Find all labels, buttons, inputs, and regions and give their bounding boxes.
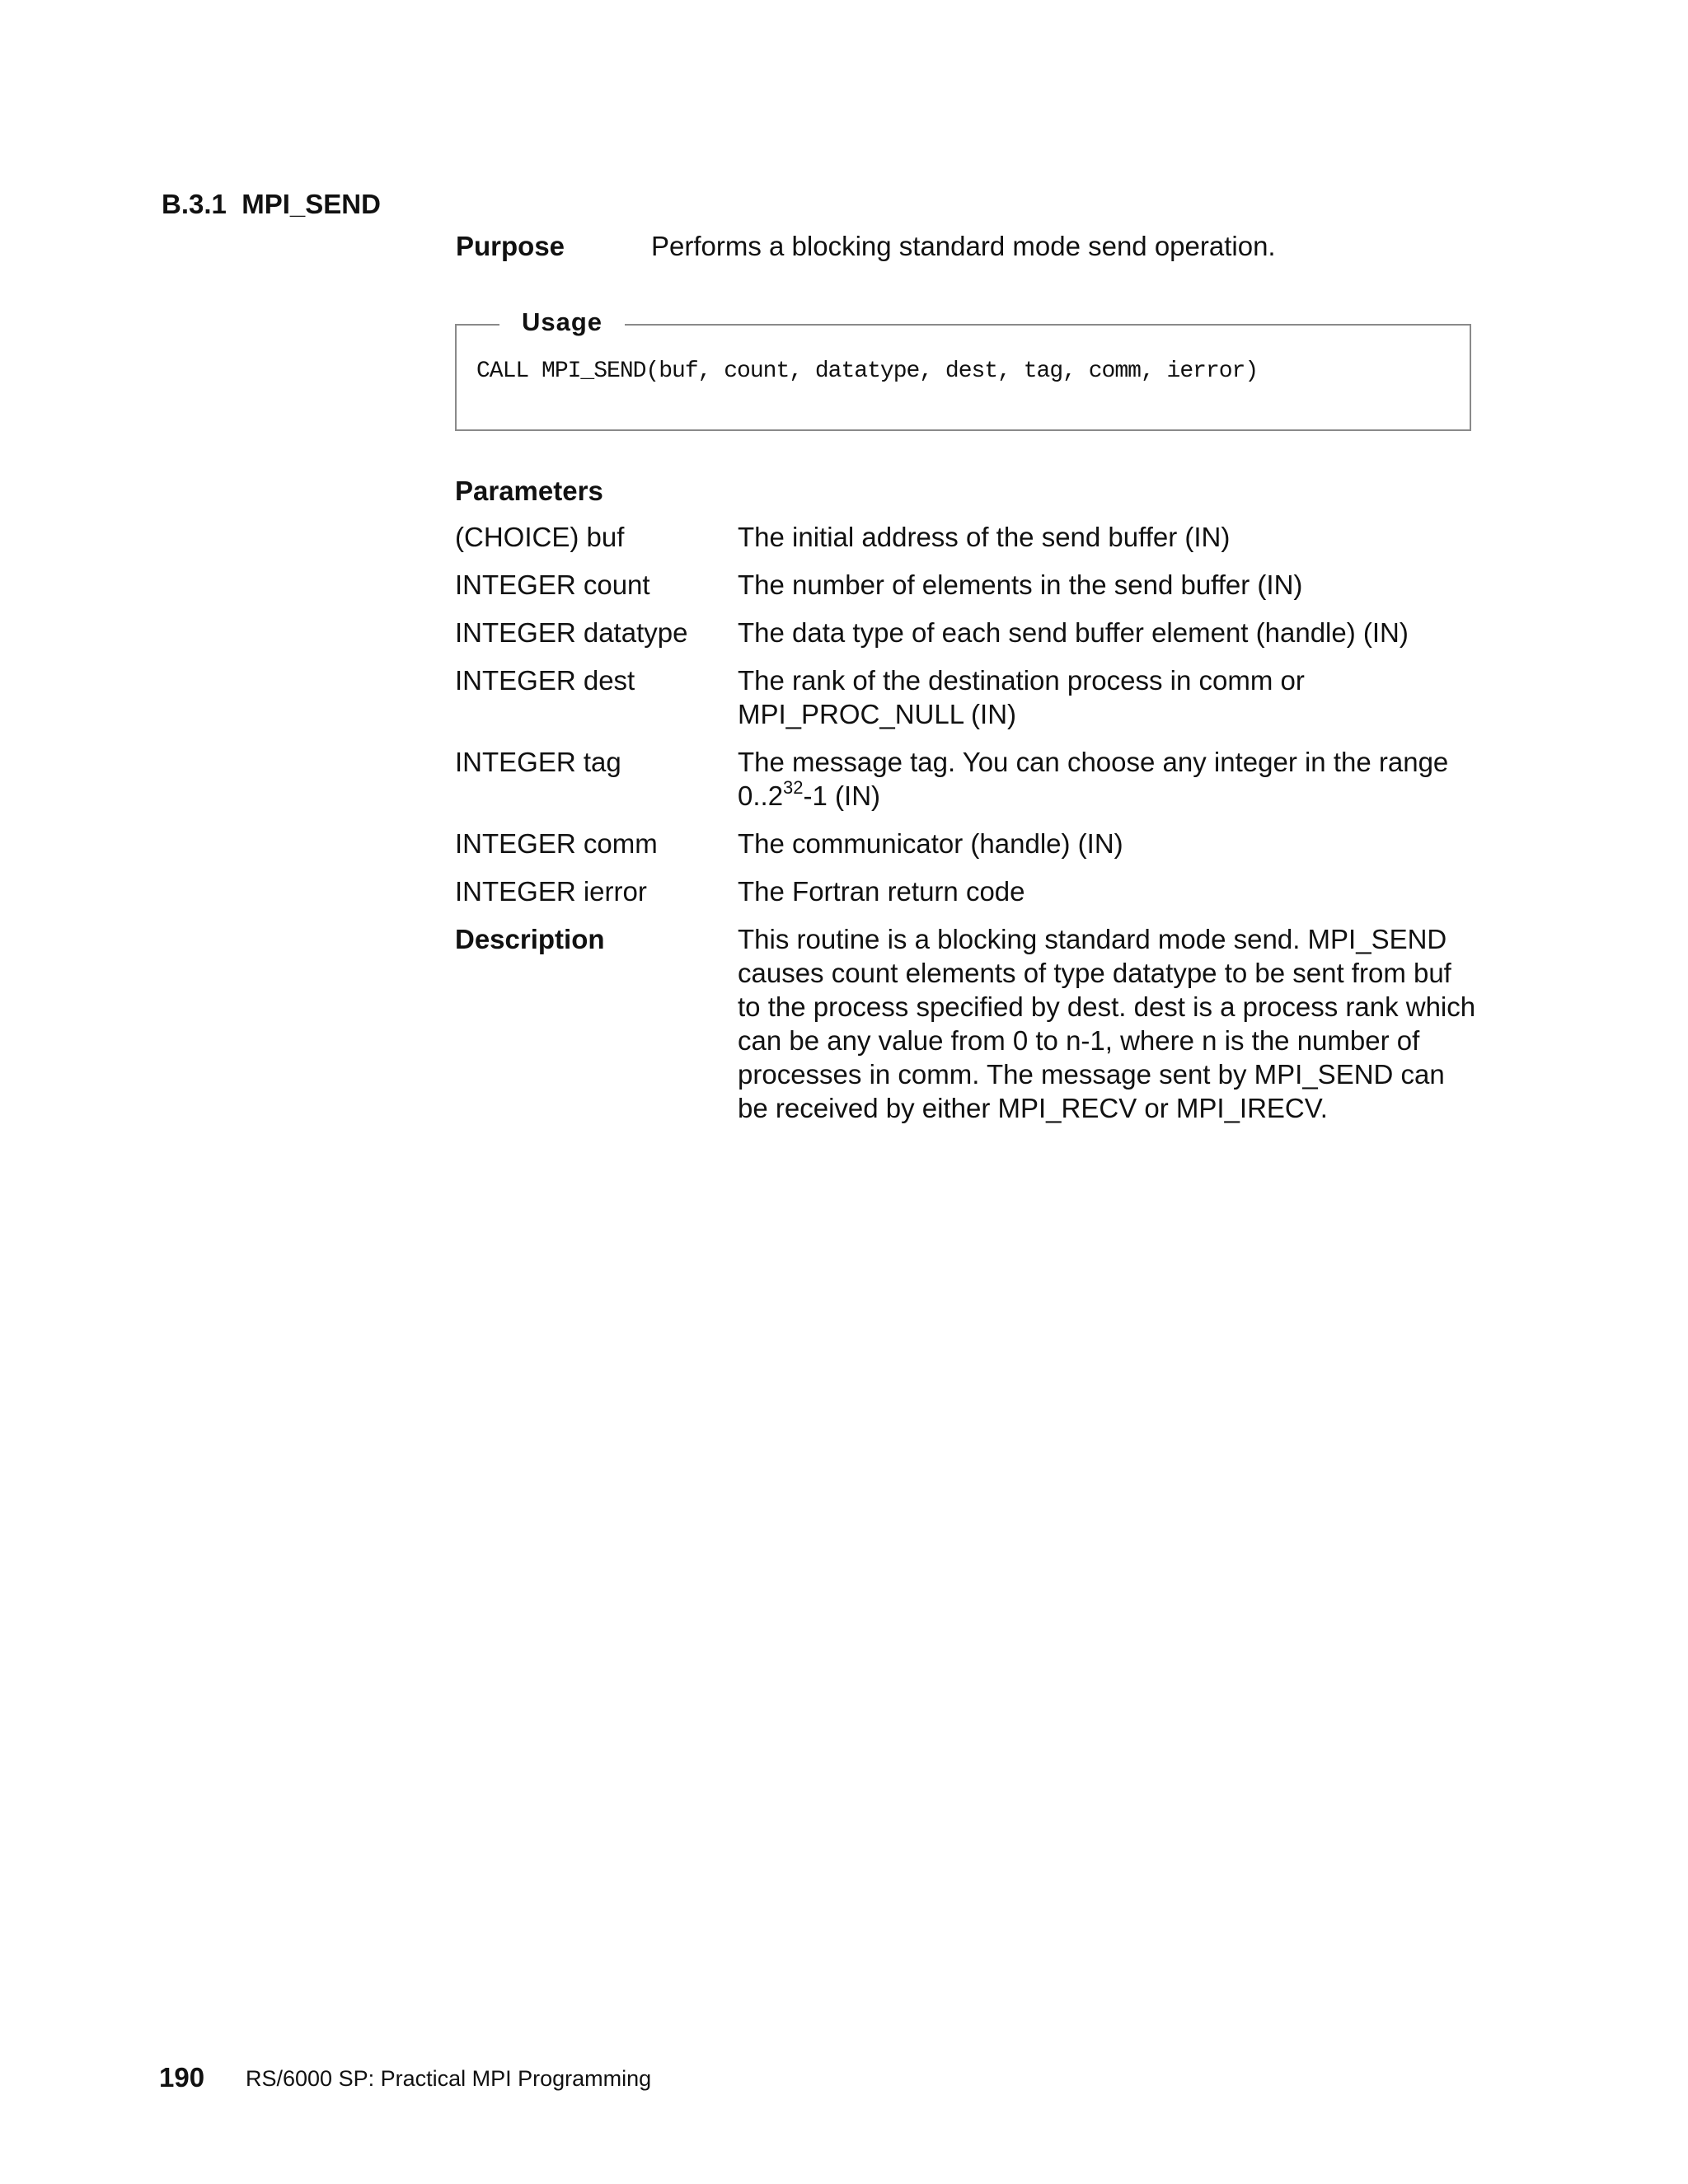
purpose-label: Purpose [456,231,565,261]
parameter-name: (CHOICE) buf [455,522,625,552]
parameter-name: INTEGER ierror [455,876,647,907]
parameter-description: The number of elements in the send buffer (IN) [738,569,1303,600]
parameter-description: The rank of the destination process in comm or MPI_PROC_NULL (IN) [738,665,1305,729]
section-number: B.3.1 [162,189,227,219]
usage-box [455,307,1471,431]
usage-code: CALL MPI_SEND(buf, count, datatype, dest, tag, comm, ierror) [476,359,1259,384]
page-number: 190 [159,2062,205,2093]
parameter-name: INTEGER datatype [455,617,688,648]
parameter-name: INTEGER count [455,569,650,600]
section-title: MPI_SEND [241,189,381,219]
parameter-description: The initial address of the send buffer (IN) [738,522,1231,552]
parameter-description-suffix: -1 (IN) [803,780,881,811]
book-title: RS/6000 SP: Practical MPI Programming [246,2066,652,2091]
parameter-description-prefix: 0..2 [738,780,784,811]
parameter-description: The data type of each send buffer element (handle) (IN) [738,617,1409,648]
description-text: This routine is a blocking standard mode send. MPI_SEND causes count elements of type datatype to be sent from buf to the process specified by dest. dest is a process rank which can be any value from 0 to n-1, where n is the number of processes in comm. The message sent by MPI_SEND can be received by either MPI_RECV or MPI_IRECV. [738,924,1476,1123]
parameters-heading: Parameters [455,476,603,506]
parameter-description: The Fortran return code [738,876,1025,907]
section-heading [162,189,381,220]
parameter-name: INTEGER dest [455,665,635,696]
usage-title: Usage [499,307,625,337]
parameter-name: INTEGER comm [455,828,658,859]
parameter-description-line1: The message tag. You can choose any integer in the range [738,747,1449,777]
purpose-text: Performs a blocking standard mode send operation. [651,231,1276,261]
description-label: Description [455,924,605,954]
parameter-description [738,745,1479,813]
parameter-name: INTEGER tag [455,747,621,777]
parameter-description-superscript: 32 [783,777,804,798]
parameter-description: The communicator (handle) (IN) [738,828,1123,859]
